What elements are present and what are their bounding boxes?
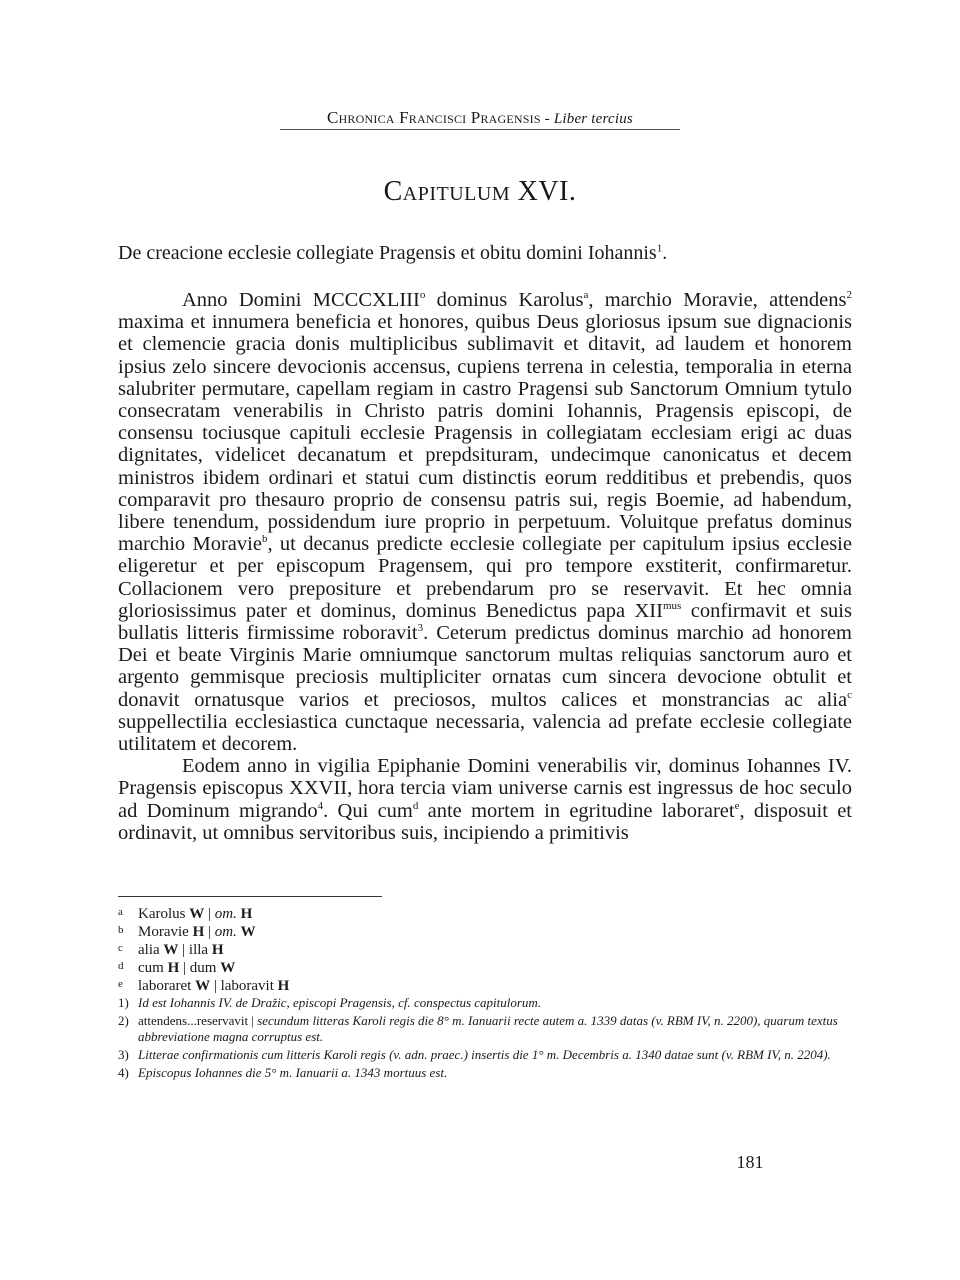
- footnote-number: 4): [118, 1065, 129, 1080]
- chapter-subtitle-text: De creacione ecclesie collegiate Pragensis et obitu domini Iohannis: [118, 242, 657, 264]
- footnote: [118, 1013, 852, 1045]
- paragraph-1: [118, 289, 852, 755]
- apparatus-ref: d: [412, 799, 419, 812]
- apparatus-entry: [118, 977, 852, 995]
- apparatus-ref: c: [847, 688, 852, 701]
- footnote-divider: [118, 896, 382, 897]
- apparatus-ref: b: [261, 533, 268, 546]
- apparatus-lemma: cum: [138, 960, 164, 976]
- text-run: maxima et innumera beneficia et honores, quibus Deus gloriosus ipsum sue dignacionis et clemencie gracia donis multiplicibus sublimavit et ditavit, ad laudem et honorem ipsius zelo sincere devocionis accensus, cupiens terrena in celestia, temporalia in eterna salubriter permutare, capellam regiam in castro Pragensi sub Sanctorum Omnium tytulo consecratam venerabilis in Christo patris domini Iohannis, Pragensis episcopi, de consensu tociusque capituli ecclesie Pragensis in collegiatam ecclesiam erigi ac duas dignitates, videlicet decanatum et prepdsituram, undecimque canonicatus et decem ministros ibidem ordinari et statui cum distinctis eorum redditibus et prebendis, quos comparavit pro thesauro proprio de consensu patris sui, regis Boemie, ad habendum, libere tenendum, possidendum iure proprio in perpetuum. Voluitque prefatus dominus marchio Moravie: [118, 311, 852, 556]
- manuscript-siglum: W: [220, 960, 236, 976]
- apparatus-ref: a: [583, 289, 589, 302]
- apparatus-mark: c: [118, 942, 123, 954]
- text-run: suppellectilia ecclesiastica cunctaque necessaria, valencia ad prefate ecclesie collegiate utilitatem et decorem.: [118, 710, 852, 756]
- running-head-book: Liber tercius: [553, 111, 633, 127]
- text-run: Anno Domini MCCCXLIII: [182, 289, 420, 311]
- footnote-number: 2): [118, 1013, 129, 1028]
- footnote-ref: 3: [417, 622, 424, 635]
- manuscript-siglum: W: [163, 942, 179, 958]
- text-run: , disposuit et ordinavit, ut omnibus servitoribus suis, incipiendo a primitivis: [118, 799, 852, 844]
- apparatus-variant: dum: [189, 960, 217, 976]
- running-head: [280, 108, 680, 130]
- manuscript-siglum: H: [240, 906, 253, 922]
- text-run: . Ceterum predictus dominus marchio ad honorem Dei et beate Virginis Marie omniumque sanctorum multas reliquias sanctorum auro et argento gemmisque preciosis multipliciter ornatas cum sincera devocione obtulit et donavit ornatusque varios et preciosos, multos calices et monstrancias ac alia: [118, 622, 852, 711]
- manuscript-siglum: H: [167, 960, 180, 976]
- manuscript-siglum: H: [277, 978, 290, 994]
- apparatus-variant: om.: [214, 906, 237, 922]
- apparatus-lemma: alia: [138, 942, 160, 958]
- chapter-title: Capitulum XVI.: [383, 176, 577, 207]
- apparatus-separator: |: [210, 978, 221, 994]
- text-run: Eodem anno in vigilia Epiphanie Domini venerabilis vir, dominus Iohannes IV. Pragensis episcopus XXVII, hora tercia viam universe carnis est ingressus de hoc seculo ad Dominum migrando: [118, 755, 852, 822]
- footnote-text: secundum litteras Karoli regis die 8° m. Ianuarii recte autem a. 1339 datas (v. RBM IV, n. 2200), quarum textus abbreviatione magna corruptus est.: [138, 1013, 838, 1044]
- paragraph-2: [118, 755, 852, 844]
- chapter-subtitle-end: .: [662, 242, 668, 264]
- text-run: confirmavit et suis bullatis litteris firmissime roboravit: [118, 599, 852, 645]
- apparatus-variant: om.: [214, 924, 237, 940]
- footnote-ref: 1: [656, 242, 663, 255]
- apparatus-entry: [118, 959, 852, 977]
- chapter-subtitle: [118, 240, 858, 266]
- apparatus-separator: |: [178, 942, 189, 958]
- footnote-text: Episcopus Iohannes die 5° m. Ianuarii a. 1343 mortuus est.: [138, 1065, 448, 1080]
- apparatus-mark: d: [118, 960, 124, 972]
- apparatus-lemma: laboraret: [138, 978, 192, 994]
- apparatus-lemma: Karolus: [138, 906, 186, 922]
- page-number: 181: [736, 1152, 764, 1172]
- apparatus-entry: [118, 941, 852, 959]
- footnote-text: Id est Iohannis IV. de Dražic, episcopi Pragensis, cf. conspectus capitulorum.: [138, 995, 542, 1010]
- footnote-text: Litterae confirmationis cum litteris Karoli regis (v. adn. praec.) insertis die 1° m. Decembris a. 1340 datae sunt (v. RBM IV, n. 2204).: [138, 1047, 831, 1062]
- footnote: [118, 995, 852, 1011]
- footnote: [118, 1065, 852, 1081]
- text-run: , ut decanus predicte ecclesie collegiate per capitulum ipsius ecclesie eligeretur et per episcopum Pragensem, qui pro tempore exstiterit, confirmaretur. Collacionem vero prepositure et prebendarum pro se reservavit. Et hec omnia gloriosissimus pater et dominus, dominus Benedictus papa XII: [118, 533, 852, 622]
- apparatus-ref: e: [734, 799, 740, 812]
- apparatus-mark: e: [118, 978, 123, 990]
- footnote-number: 3): [118, 1047, 129, 1062]
- running-head-work: Chronica Francisci Pragensis: [327, 108, 541, 127]
- footnote: [118, 1047, 852, 1063]
- running-head-separator: -: [540, 111, 554, 127]
- ordinal-superscript: o: [419, 289, 426, 302]
- manuscript-siglum: W: [189, 906, 205, 922]
- apparatus-separator: |: [179, 960, 190, 976]
- footnote-ref: 2: [846, 289, 852, 302]
- text-run: dominus Karolus: [425, 289, 584, 311]
- apparatus-separator: |: [204, 906, 215, 922]
- footnote-plain: attendens...reservavit |: [138, 1013, 258, 1028]
- manuscript-siglum: W: [195, 978, 211, 994]
- text-run: , marchio Moravie, attendens: [588, 289, 847, 311]
- text-run: . Qui cum: [323, 799, 413, 822]
- manuscript-siglum: H: [192, 924, 205, 940]
- apparatus-mark: b: [118, 924, 124, 936]
- apparatus-lemma: Moravie: [138, 924, 189, 940]
- apparatus-separator: |: [204, 924, 215, 940]
- apparatus-variant: laboravit: [220, 978, 274, 994]
- apparatus-entry: [118, 923, 852, 941]
- manuscript-siglum: W: [240, 924, 256, 940]
- footnote-ref: 4: [317, 799, 324, 812]
- critical-apparatus: [118, 905, 852, 995]
- ordinal-superscript: mus: [662, 600, 682, 613]
- main-text: [118, 289, 852, 844]
- text-run: ante mortem in egritudine laboraret: [418, 799, 735, 822]
- apparatus-entry: [118, 905, 852, 923]
- manuscript-siglum: H: [211, 942, 224, 958]
- apparatus-mark: a: [118, 906, 123, 918]
- footnote-number: 1): [118, 995, 129, 1010]
- footnotes: [118, 995, 852, 1083]
- apparatus-variant: illa: [188, 942, 209, 958]
